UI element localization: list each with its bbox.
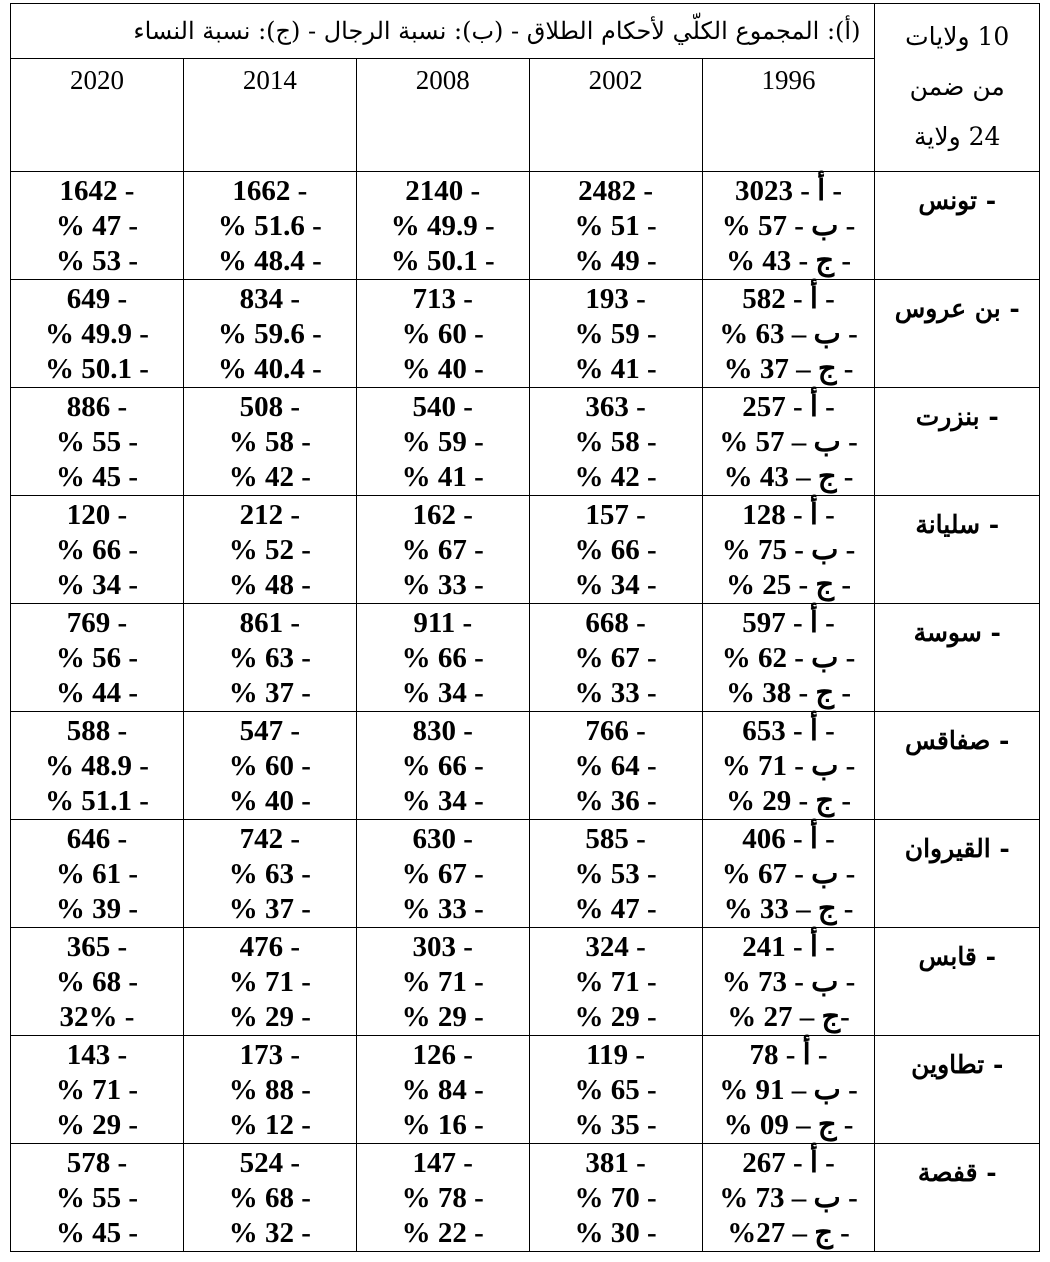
governorates-header [875,4,1040,172]
data-cell [702,604,875,712]
data-cell [529,712,702,820]
governorates-header-line: من ضمن [909,72,1005,101]
table-row [11,604,1040,712]
year-header: 2020 [11,59,184,172]
data-cell [183,712,356,820]
total-count: - أ - 582 [742,283,835,315]
women-percentage: - 44 % [55,677,139,709]
header-row [11,4,1040,59]
table-row [11,928,1040,1036]
data-cell [529,496,702,604]
total-count: - 540 [412,391,473,423]
women-percentage: - 32% [59,1001,135,1033]
total-count: - 742 [239,823,301,855]
table-row [11,1036,1040,1144]
men-percentage: - 67 % [574,642,657,674]
governorate-name: - قابس [875,928,1040,1036]
total-count: - أ - 128 [742,499,835,531]
data-cell [183,496,356,604]
data-cell [529,1036,702,1144]
total-count: - 120 [66,499,128,531]
women-percentage: - ج – 43 % [723,461,854,493]
women-percentage: - 16 % [401,1109,484,1141]
men-percentage: - 65 % [574,1074,657,1106]
total-count: - أ - 406 [742,823,835,855]
divorce-statistics-table [10,3,1040,1252]
women-percentage: - 42 % [228,461,311,493]
women-percentage: - 32 % [228,1217,311,1249]
men-percentage: - 71 % [55,1074,139,1106]
total-count: - أ - 267 [742,1147,835,1179]
data-cell [356,172,529,280]
women-percentage: - 48 % [228,569,311,601]
year-header: 1996 [702,59,875,172]
governorate-name: - صفاقس [875,712,1040,820]
men-percentage: - 61 % [55,858,139,890]
total-count: - 524 [239,1147,301,1179]
data-cell [11,820,184,928]
women-percentage: - 30 % [574,1217,657,1249]
total-count: - 588 [66,715,128,747]
men-percentage: - 67 % [401,534,484,566]
governorate-name: - تطاوين [875,1036,1040,1144]
men-percentage: - 53 % [574,858,657,890]
women-percentage: - 22 % [401,1217,484,1249]
data-cell [702,928,875,1036]
women-percentage: - 42 % [574,461,657,493]
governorate-name: - القيروان [875,820,1040,928]
men-percentage: - ب – 73 % [719,1182,858,1214]
data-cell [702,820,875,928]
women-percentage: - 50.1 % [390,245,495,277]
women-percentage: - ج – 27% [727,1217,850,1249]
governorate-name: - بنزرت [875,388,1040,496]
men-percentage: - 66 % [574,534,657,566]
total-count: - 143 [66,1039,128,1071]
men-percentage: - 63 % [228,642,311,674]
table-row [11,388,1040,496]
total-count: - أ - 597 [742,607,835,639]
total-count: - 508 [239,391,301,423]
women-percentage: - 33 % [401,893,484,925]
men-percentage: - 68 % [55,966,139,998]
total-count: - 162 [412,499,473,531]
year-header: 2014 [183,59,356,172]
men-percentage: - 49.9 % [390,210,495,242]
total-count: - 911 [413,607,473,639]
men-percentage: - 60 % [401,318,484,350]
men-percentage: - ب - 62 % [721,642,856,674]
women-percentage: - ج – 09 % [723,1109,854,1141]
women-percentage: -ج – 27 % [727,1001,850,1033]
data-cell [356,1144,529,1252]
data-cell [702,280,875,388]
women-percentage: - 47 % [574,893,657,925]
women-percentage: - 37 % [228,677,311,709]
total-count: - أ - 78 [749,1039,828,1071]
total-count: - 668 [585,607,646,639]
total-count: - 193 [585,283,646,315]
data-cell [183,604,356,712]
men-percentage: - 71 % [228,966,311,998]
total-count: - 834 [239,283,301,315]
data-cell [183,280,356,388]
total-count: - أ - 241 [742,931,835,963]
women-percentage: - 34 % [574,569,657,601]
table-row [11,280,1040,388]
total-count: - 578 [66,1147,128,1179]
women-percentage: - ج – 37 % [723,353,854,385]
women-percentage: - 29 % [574,1001,657,1033]
men-percentage: - 58 % [228,426,311,458]
men-percentage: - 66 % [401,642,484,674]
men-percentage: - 47 % [55,210,139,242]
data-cell [183,928,356,1036]
total-count: - 649 [66,283,128,315]
men-percentage: - 55 % [55,1182,139,1214]
men-percentage: - 78 % [401,1182,484,1214]
table-row [11,1144,1040,1252]
women-percentage: - 34 % [401,785,484,817]
women-percentage: - 36 % [574,785,657,817]
data-cell [529,928,702,1036]
total-count: - 303 [412,931,473,963]
total-count: - 119 [586,1039,646,1071]
men-percentage: - 63 % [228,858,311,890]
men-percentage: - 67 % [401,858,484,890]
women-percentage: - 40 % [228,785,311,817]
total-count: - 147 [412,1147,473,1179]
women-percentage: - 33 % [574,677,657,709]
women-percentage: - 34 % [401,677,484,709]
data-cell [529,280,702,388]
data-cell [702,1144,875,1252]
men-percentage: - 51.6 % [217,210,322,242]
data-cell [702,388,875,496]
men-percentage: - 71 % [574,966,657,998]
data-cell [702,1036,875,1144]
total-count: - أ - 257 [742,391,835,423]
data-cell [11,1144,184,1252]
total-count: - 157 [585,499,646,531]
women-percentage: - 41 % [574,353,657,385]
data-cell [183,172,356,280]
table-row [11,496,1040,604]
women-percentage: - 40.4 % [217,353,322,385]
data-cell [702,172,875,280]
data-cell [183,820,356,928]
data-cell [529,1144,702,1252]
data-cell [183,1036,356,1144]
men-percentage: - ب - 75 % [721,534,856,566]
men-percentage: - 51 % [574,210,657,242]
women-percentage: - 51.1 % [45,785,149,817]
women-percentage: - 45 % [55,461,139,493]
data-cell [11,388,184,496]
data-cell [356,928,529,1036]
total-count: - 381 [585,1147,646,1179]
governorate-name: - قفصة [875,1144,1040,1252]
total-count: - 2140 [405,175,481,207]
women-percentage: - ج - 38 % [725,677,852,709]
data-cell [356,604,529,712]
women-percentage: - ج - 43 % [725,245,852,277]
women-percentage: - 48.4 % [217,245,322,277]
total-count: - 212 [239,499,301,531]
total-count: - 1662 [232,175,308,207]
men-percentage: - ب - 71 % [721,750,856,782]
total-count: - 769 [66,607,128,639]
total-count: - أ - 653 [742,715,835,747]
data-cell [529,820,702,928]
total-count: - 830 [412,715,473,747]
men-percentage: - ب - 67 % [721,858,856,890]
men-percentage: - 68 % [228,1182,311,1214]
data-cell [356,388,529,496]
women-percentage: - 41 % [401,461,484,493]
women-percentage: - ج - 29 % [725,785,852,817]
data-cell [529,388,702,496]
data-cell [183,388,356,496]
table-row [11,712,1040,820]
data-cell [356,496,529,604]
total-count: - أ - 3023 [734,175,843,207]
men-percentage: - 48.9 % [45,750,149,782]
total-count: - 324 [585,931,646,963]
table-row [11,820,1040,928]
men-percentage: - 84 % [401,1074,484,1106]
governorate-name: - سوسة [875,604,1040,712]
data-cell [11,604,184,712]
data-cell [183,1144,356,1252]
data-cell [356,712,529,820]
women-percentage: - 45 % [55,1217,139,1249]
men-percentage: - 71 % [401,966,484,998]
men-percentage: - 64 % [574,750,657,782]
total-count: - 886 [66,391,128,423]
women-percentage: - 12 % [228,1109,311,1141]
men-percentage: - 49.9 % [45,318,149,350]
men-percentage: - 70 % [574,1182,657,1214]
women-percentage: - 40 % [401,353,484,385]
women-percentage: - 34 % [55,569,139,601]
data-cell [11,172,184,280]
men-percentage: - ب – 63 % [719,318,858,350]
legend-text: (أ): المجموع الكلّي لأحكام الطلاق - (ب): نسبة الرجال - (ج): نسبة النساء [11,4,875,59]
men-percentage: - 59 % [401,426,484,458]
total-count: - 365 [66,931,128,963]
table-wrapper [10,3,1040,1252]
total-count: - 476 [239,931,301,963]
women-percentage: - ج - 25 % [725,569,852,601]
data-cell [702,496,875,604]
men-percentage: - 56 % [55,642,139,674]
data-cell [356,1036,529,1144]
governorates-header-line: 24 ولاية [914,122,1001,151]
men-percentage: - ب – 57 % [719,426,858,458]
total-count: - 363 [585,391,646,423]
men-percentage: - 88 % [228,1074,311,1106]
data-cell [529,604,702,712]
data-cell [11,280,184,388]
governorate-name: - سليانة [875,496,1040,604]
governorate-name: - تونس [875,172,1040,280]
men-percentage: - 59.6 % [217,318,322,350]
men-percentage: - 59 % [574,318,657,350]
women-percentage: - 33 % [401,569,484,601]
total-count: - 1642 [59,175,135,207]
year-header: 2002 [529,59,702,172]
women-percentage: - 39 % [55,893,139,925]
women-percentage: - 50.1 % [45,353,149,385]
data-cell [11,1036,184,1144]
women-percentage: - 29 % [228,1001,311,1033]
women-percentage: - 29 % [55,1109,139,1141]
women-percentage: - 37 % [228,893,311,925]
women-percentage: - 29 % [401,1001,484,1033]
men-percentage: - 58 % [574,426,657,458]
data-cell [11,712,184,820]
men-percentage: - 66 % [401,750,484,782]
men-percentage: - ب - 57 % [721,210,856,242]
men-percentage: - 52 % [228,534,311,566]
data-cell [529,172,702,280]
data-cell [11,496,184,604]
governorates-header-line: 10 ولايات [905,22,1010,51]
data-cell [702,712,875,820]
total-count: - 861 [239,607,301,639]
total-count: - 126 [412,1039,473,1071]
year-header: 2008 [356,59,529,172]
total-count: - 646 [66,823,128,855]
total-count: - 630 [412,823,473,855]
men-percentage: - 55 % [55,426,139,458]
total-count: - 713 [412,283,473,315]
data-cell [11,928,184,1036]
men-percentage: - ب – 91 % [719,1074,858,1106]
total-count: - 766 [585,715,646,747]
governorate-name: - بن عروس [875,280,1040,388]
women-percentage: - 49 % [574,245,657,277]
total-count: - 173 [239,1039,301,1071]
data-cell [356,280,529,388]
men-percentage: - 66 % [55,534,139,566]
total-count: - 585 [585,823,646,855]
table-row [11,172,1040,280]
women-percentage: - 35 % [574,1109,657,1141]
total-count: - 2482 [578,175,654,207]
women-percentage: - ج – 33 % [723,893,854,925]
women-percentage: - 53 % [55,245,139,277]
men-percentage: - ب - 73 % [721,966,856,998]
data-cell [356,820,529,928]
men-percentage: - 60 % [228,750,311,782]
total-count: - 547 [239,715,301,747]
